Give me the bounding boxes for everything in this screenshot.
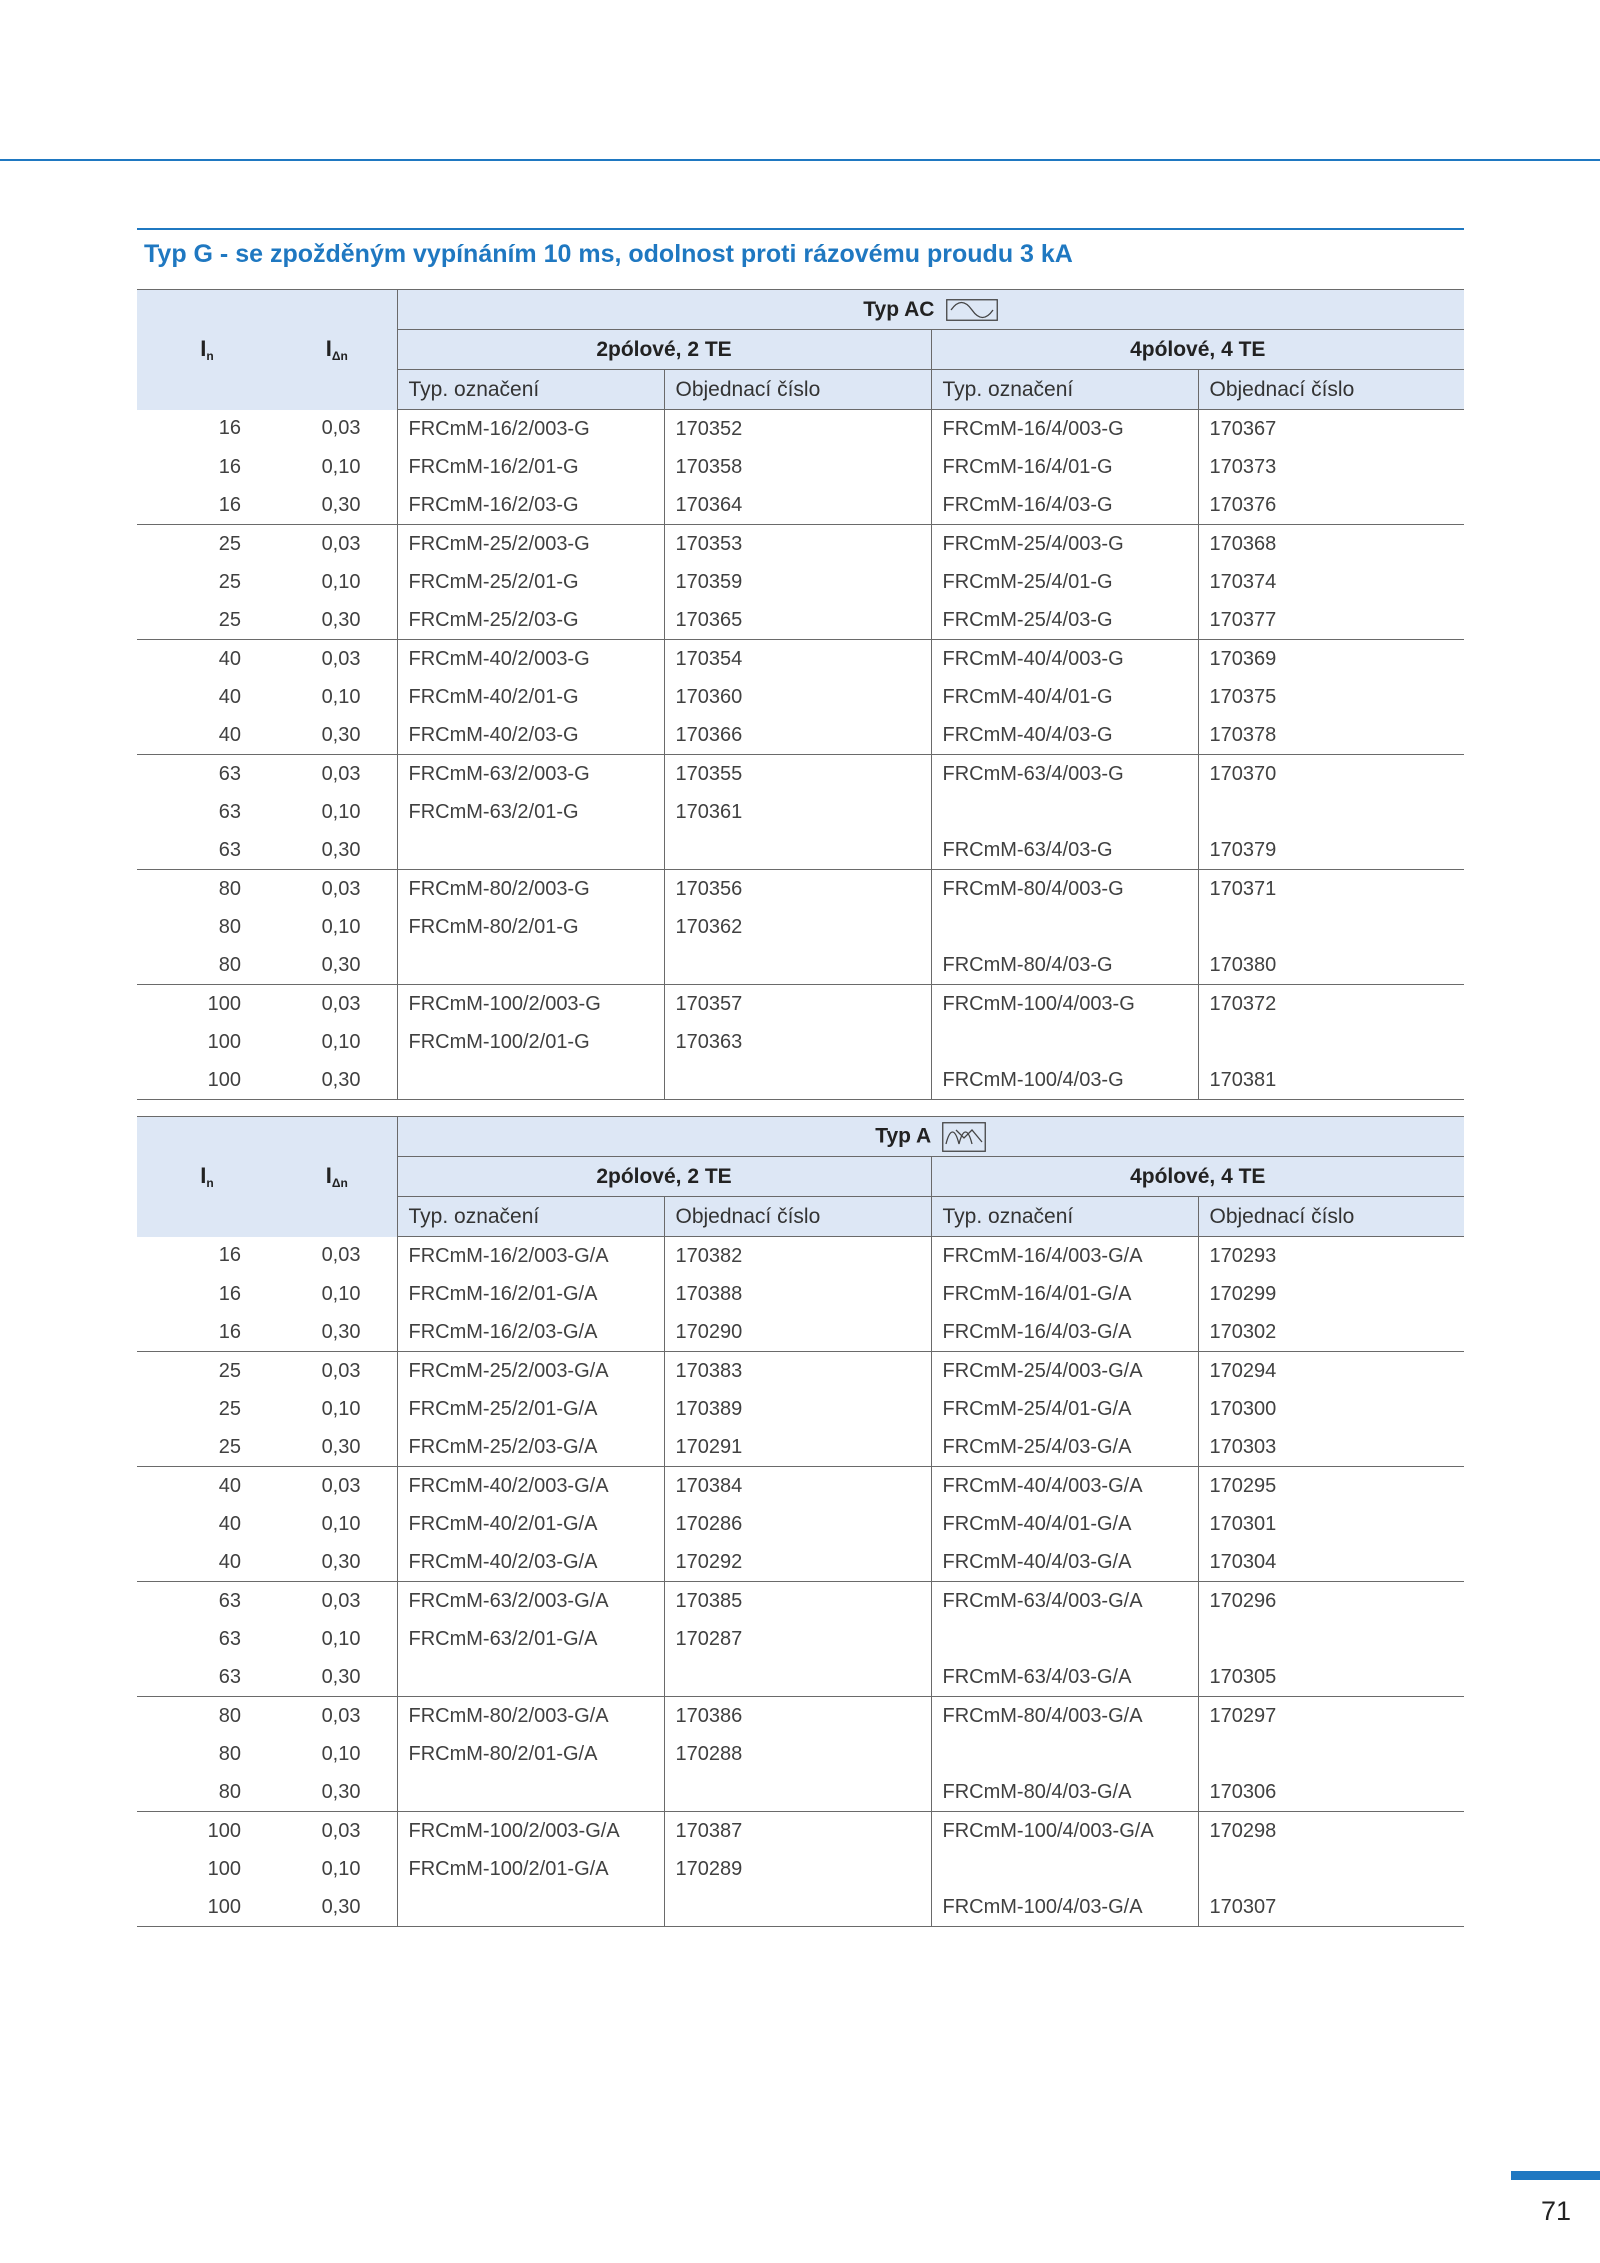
- four-pole-order-cell: 170370: [1198, 755, 1464, 794]
- four-pole-order-cell: 170299: [1198, 1275, 1464, 1313]
- two-pole-order-cell: 170363: [664, 1023, 931, 1061]
- two-pole-type-cell: [397, 1658, 664, 1697]
- four-pole-order-cell: 170374: [1198, 563, 1464, 601]
- table-row: [137, 908, 1464, 946]
- table-row: [137, 831, 1464, 870]
- two-pole-order-cell: 170365: [664, 601, 931, 640]
- four-pole-header: 4pólové, 4 TE: [931, 1157, 1464, 1197]
- two-pole-type-cell: FRCmM-80/2/003-G: [397, 870, 664, 909]
- rated-current-cell: 63: [218, 762, 241, 785]
- two-pole-order-cell: 170385: [664, 1582, 931, 1621]
- two-pole-type-cell: FRCmM-63/2/003-G/A: [397, 1582, 664, 1621]
- residual-current-cell: 0,03: [321, 417, 361, 440]
- two-pole-type-cell: FRCmM-25/2/003-G/A: [397, 1352, 664, 1391]
- two-pole-order-cell: [664, 1658, 931, 1697]
- four-pole-order-cell: 170306: [1198, 1773, 1464, 1812]
- idn-header: $I_{\Delta n}$: [277, 1117, 397, 1237]
- page-accent-bar: [1511, 2171, 1600, 2180]
- four-pole-order-cell: 170303: [1198, 1428, 1464, 1467]
- four-pole-order-cell: 170367: [1198, 410, 1464, 449]
- rated-current-cell: 40: [218, 685, 241, 708]
- four-pole-order-cell: [1198, 1850, 1464, 1888]
- residual-current-cell: 0,30: [277, 1313, 397, 1352]
- two-pole-order-cell: 170366: [664, 716, 931, 755]
- two-pole-type-cell: FRCmM-100/2/003-G: [397, 985, 664, 1024]
- rated-current-cell: 25: [218, 1359, 241, 1382]
- rated-current-cell: 63: [218, 1627, 241, 1650]
- page-number: 71: [1541, 2196, 1572, 2226]
- four-pole-order-cell: 170379: [1198, 831, 1464, 870]
- residual-current-cell: 0,03: [321, 762, 361, 785]
- residual-current-cell: 0,10: [321, 1857, 361, 1880]
- two-pole-type-cell: FRCmM-25/2/03-G/A: [397, 1428, 664, 1467]
- rated-current-cell: 40: [218, 1512, 241, 1535]
- rated-current-cell: 25: [137, 1428, 277, 1467]
- two-pole-header: 2pólové, 2 TE: [397, 330, 931, 370]
- table-row: [137, 563, 1464, 601]
- two-pole-type-cell: FRCmM-100/2/01-G: [397, 1023, 664, 1061]
- residual-current-cell: 0,10: [321, 1512, 361, 1535]
- four-pole-type-cell: FRCmM-80/4/003-G/A: [931, 1697, 1198, 1736]
- rated-current-cell: 100: [207, 1857, 241, 1880]
- table-body: [137, 1237, 1464, 1927]
- two-pole-order-cell: 170355: [664, 755, 931, 794]
- two-pole-order-cell: 170291: [664, 1428, 931, 1467]
- two-pole-order-cell: [664, 1888, 931, 1927]
- four-pole-order-cell: 170372: [1198, 985, 1464, 1024]
- table-row: [137, 1061, 1464, 1100]
- a-pulsating-wave-icon: [942, 1122, 986, 1152]
- four-pole-type-cell: FRCmM-25/4/03-G/A: [931, 1428, 1198, 1467]
- type-caption: Typ A: [397, 1117, 1464, 1157]
- residual-current-cell: 0,30: [277, 1428, 397, 1467]
- two-pole-type-cell: FRCmM-25/2/01-G: [397, 563, 664, 601]
- residual-current-cell: 0,03: [321, 647, 361, 670]
- four-pole-type-cell: FRCmM-40/4/03-G: [931, 716, 1198, 755]
- four-pole-type-cell: FRCmM-100/4/03-G/A: [931, 1888, 1198, 1927]
- four-pole-type-cell: [931, 793, 1198, 831]
- four-pole-type-cell: FRCmM-16/4/03-G: [931, 486, 1198, 525]
- two-pole-header: 2pólové, 2 TE: [397, 1157, 931, 1197]
- rated-current-cell: 80: [218, 915, 241, 938]
- two-pole-order-cell: 170384: [664, 1467, 931, 1506]
- two-pole-order-cell: [664, 831, 931, 870]
- table-row: [137, 1620, 1464, 1658]
- two-pole-type-cell: [397, 831, 664, 870]
- residual-current-cell: 0,10: [321, 570, 361, 593]
- four-pole-type-cell: FRCmM-63/4/003-G/A: [931, 1582, 1198, 1621]
- two-pole-type-cell: [397, 1773, 664, 1812]
- four-pole-type-cell: [931, 1620, 1198, 1658]
- table-row: [137, 601, 1464, 640]
- table-typ-ac-section: [137, 289, 1464, 1100]
- table-row: [137, 678, 1464, 716]
- rated-current-cell: 16: [218, 417, 241, 440]
- two-pole-order-cell: 170360: [664, 678, 931, 716]
- two-pole-type-cell: FRCmM-40/2/003-G: [397, 640, 664, 679]
- rated-current-cell: 40: [137, 1543, 277, 1582]
- four-pole-order-cell: 170381: [1198, 1061, 1464, 1100]
- four-pole-type-cell: [931, 1023, 1198, 1061]
- four-pole-order-cell: 170295: [1198, 1467, 1464, 1506]
- rated-current-cell: 25: [137, 601, 277, 640]
- table-row: [137, 755, 1464, 794]
- four-pole-order-cell: 170368: [1198, 525, 1464, 564]
- residual-current-cell: 0,10: [321, 1742, 361, 1765]
- four-pole-order-cell: 170300: [1198, 1390, 1464, 1428]
- table-row: [137, 1773, 1464, 1812]
- two-pole-order-cell: 170389: [664, 1390, 931, 1428]
- four-pole-order-cell: [1198, 1735, 1464, 1773]
- rated-current-cell: 80: [137, 946, 277, 985]
- two-pole-type-cell: FRCmM-63/2/01-G: [397, 793, 664, 831]
- two-pole-type-cell: [397, 1061, 664, 1100]
- idn-header: $I_{\Delta n}$: [277, 290, 397, 410]
- four-pole-type-cell: FRCmM-25/4/03-G: [931, 601, 1198, 640]
- two-pole-order-cell: 170361: [664, 793, 931, 831]
- four-pole-type-cell: FRCmM-80/4/03-G: [931, 946, 1198, 985]
- two-pole-order-cell: 170358: [664, 448, 931, 486]
- table-row: [137, 1313, 1464, 1352]
- two-pole-order-cell: 170383: [664, 1352, 931, 1391]
- rated-current-cell: 16: [137, 1313, 277, 1352]
- rated-current-cell: 16: [137, 486, 277, 525]
- two-pole-type-cell: FRCmM-63/2/003-G: [397, 755, 664, 794]
- typ-oznaceni-header: Typ. označení: [397, 1197, 664, 1237]
- table-body: [137, 410, 1464, 1100]
- residual-current-cell: 0,30: [277, 1888, 397, 1927]
- four-pole-order-cell: 170302: [1198, 1313, 1464, 1352]
- table-row: [137, 793, 1464, 831]
- four-pole-type-cell: FRCmM-40/4/003-G: [931, 640, 1198, 679]
- four-pole-type-cell: FRCmM-16/4/03-G/A: [931, 1313, 1198, 1352]
- four-pole-type-cell: FRCmM-16/4/01-G/A: [931, 1275, 1198, 1313]
- residual-current-cell: 0,03: [321, 1359, 361, 1382]
- residual-current-cell: 0,10: [321, 800, 361, 823]
- table-typ-ac: [137, 289, 1464, 1100]
- four-pole-order-cell: 170304: [1198, 1543, 1464, 1582]
- two-pole-type-cell: FRCmM-100/2/003-G/A: [397, 1812, 664, 1851]
- residual-current-cell: 0,03: [321, 1589, 361, 1612]
- two-pole-order-cell: 170353: [664, 525, 931, 564]
- two-pole-order-cell: 170359: [664, 563, 931, 601]
- two-pole-type-cell: FRCmM-100/2/01-G/A: [397, 1850, 664, 1888]
- rated-current-cell: 25: [218, 532, 241, 555]
- two-pole-type-cell: [397, 946, 664, 985]
- type-caption: Typ AC: [397, 290, 1464, 330]
- table-row: [137, 1850, 1464, 1888]
- two-pole-order-cell: 170292: [664, 1543, 931, 1582]
- residual-current-cell: 0,30: [277, 1658, 397, 1697]
- table-row: [137, 448, 1464, 486]
- table-row: [137, 1543, 1464, 1582]
- four-pole-order-cell: 170298: [1198, 1812, 1464, 1851]
- residual-current-cell: 0,10: [321, 915, 361, 938]
- objednaci-cislo-header: Objednací číslo: [1198, 1197, 1464, 1237]
- rated-current-cell: 25: [218, 1397, 241, 1420]
- residual-current-cell: 0,03: [321, 1819, 361, 1842]
- four-pole-order-cell: [1198, 1023, 1464, 1061]
- two-pole-order-cell: 170289: [664, 1850, 931, 1888]
- typ-oznaceni-header: Typ. označení: [397, 370, 664, 410]
- four-pole-type-cell: FRCmM-40/4/01-G: [931, 678, 1198, 716]
- four-pole-order-cell: 170377: [1198, 601, 1464, 640]
- table-row: [137, 1352, 1464, 1391]
- table-row: [137, 1812, 1464, 1851]
- four-pole-order-cell: [1198, 793, 1464, 831]
- four-pole-order-cell: 170371: [1198, 870, 1464, 909]
- four-pole-header: 4pólové, 4 TE: [931, 330, 1464, 370]
- four-pole-order-cell: 170301: [1198, 1505, 1464, 1543]
- rated-current-cell: 40: [218, 1474, 241, 1497]
- in-header: $I_n$: [137, 290, 277, 410]
- two-pole-type-cell: FRCmM-16/2/003-G: [397, 410, 664, 449]
- residual-current-cell: 0,03: [321, 1474, 361, 1497]
- four-pole-order-cell: 170305: [1198, 1658, 1464, 1697]
- residual-current-cell: 0,03: [321, 532, 361, 555]
- two-pole-type-cell: FRCmM-25/2/03-G: [397, 601, 664, 640]
- two-pole-order-cell: 170382: [664, 1237, 931, 1276]
- residual-current-cell: 0,30: [277, 1543, 397, 1582]
- table-row: [137, 716, 1464, 755]
- title-rule: [137, 228, 1464, 230]
- residual-current-cell: 0,30: [277, 1773, 397, 1812]
- typ-oznaceni-header: Typ. označení: [931, 370, 1198, 410]
- table-row: [137, 525, 1464, 564]
- two-pole-type-cell: FRCmM-40/2/01-G: [397, 678, 664, 716]
- two-pole-order-cell: 170386: [664, 1697, 931, 1736]
- table-typ-a-section: [137, 1116, 1464, 1927]
- table-row: [137, 1697, 1464, 1736]
- two-pole-type-cell: FRCmM-25/2/01-G/A: [397, 1390, 664, 1428]
- two-pole-type-cell: FRCmM-80/2/01-G/A: [397, 1735, 664, 1773]
- two-pole-order-cell: 170362: [664, 908, 931, 946]
- table-row: [137, 870, 1464, 909]
- two-pole-order-cell: 170287: [664, 1620, 931, 1658]
- two-pole-order-cell: 170357: [664, 985, 931, 1024]
- four-pole-order-cell: 170307: [1198, 1888, 1464, 1927]
- table-row: [137, 1505, 1464, 1543]
- four-pole-type-cell: FRCmM-25/4/01-G: [931, 563, 1198, 601]
- two-pole-order-cell: [664, 946, 931, 985]
- four-pole-order-cell: 170378: [1198, 716, 1464, 755]
- residual-current-cell: 0,10: [321, 1030, 361, 1053]
- two-pole-order-cell: 170364: [664, 486, 931, 525]
- in-header: $I_n$: [137, 1117, 277, 1237]
- section-title: Typ G - se zpožděným vypínáním 10 ms, odolnost proti rázovému proudu 3 kA: [144, 240, 1073, 268]
- four-pole-type-cell: FRCmM-100/4/03-G: [931, 1061, 1198, 1100]
- two-pole-type-cell: FRCmM-16/2/003-G/A: [397, 1237, 664, 1276]
- two-pole-type-cell: FRCmM-40/2/03-G/A: [397, 1543, 664, 1582]
- residual-current-cell: 0,03: [321, 1244, 361, 1267]
- two-pole-type-cell: FRCmM-16/2/03-G/A: [397, 1313, 664, 1352]
- two-pole-type-cell: FRCmM-16/2/01-G: [397, 448, 664, 486]
- table-typ-a: [137, 1116, 1464, 1927]
- residual-current-cell: 0,30: [277, 946, 397, 985]
- two-pole-order-cell: 170388: [664, 1275, 931, 1313]
- table-row: [137, 1390, 1464, 1428]
- four-pole-type-cell: FRCmM-16/4/003-G/A: [931, 1237, 1198, 1276]
- two-pole-type-cell: FRCmM-40/2/03-G: [397, 716, 664, 755]
- table-row: [137, 1888, 1464, 1927]
- four-pole-order-cell: 170380: [1198, 946, 1464, 985]
- four-pole-type-cell: FRCmM-40/4/01-G/A: [931, 1505, 1198, 1543]
- two-pole-order-cell: 170356: [664, 870, 931, 909]
- two-pole-type-cell: FRCmM-40/2/01-G/A: [397, 1505, 664, 1543]
- rated-current-cell: 25: [218, 570, 241, 593]
- objednaci-cislo-header: Objednací číslo: [664, 370, 931, 410]
- four-pole-order-cell: 170293: [1198, 1237, 1464, 1276]
- four-pole-order-cell: 170375: [1198, 678, 1464, 716]
- table-row: [137, 1735, 1464, 1773]
- four-pole-type-cell: FRCmM-63/4/03-G/A: [931, 1658, 1198, 1697]
- four-pole-type-cell: FRCmM-40/4/003-G/A: [931, 1467, 1198, 1506]
- residual-current-cell: 0,30: [277, 486, 397, 525]
- four-pole-type-cell: FRCmM-25/4/01-G/A: [931, 1390, 1198, 1428]
- two-pole-order-cell: 170286: [664, 1505, 931, 1543]
- four-pole-type-cell: FRCmM-100/4/003-G: [931, 985, 1198, 1024]
- residual-current-cell: 0,10: [321, 455, 361, 478]
- residual-current-cell: 0,03: [321, 992, 361, 1015]
- top-blue-rule: [0, 159, 1600, 161]
- residual-current-cell: 0,10: [321, 685, 361, 708]
- residual-current-cell: 0,10: [321, 1627, 361, 1650]
- objednaci-cislo-header: Objednací číslo: [664, 1197, 931, 1237]
- table-row: [137, 486, 1464, 525]
- two-pole-order-cell: 170288: [664, 1735, 931, 1773]
- rated-current-cell: 80: [218, 877, 241, 900]
- table-header: [137, 1117, 1464, 1237]
- four-pole-type-cell: [931, 1850, 1198, 1888]
- two-pole-order-cell: 170387: [664, 1812, 931, 1851]
- four-pole-order-cell: 170297: [1198, 1697, 1464, 1736]
- four-pole-type-cell: FRCmM-100/4/003-G/A: [931, 1812, 1198, 1851]
- four-pole-type-cell: FRCmM-63/4/03-G: [931, 831, 1198, 870]
- rated-current-cell: 100: [137, 1888, 277, 1927]
- table-row: [137, 1275, 1464, 1313]
- residual-current-cell: 0,30: [277, 601, 397, 640]
- two-pole-type-cell: FRCmM-80/2/003-G/A: [397, 1697, 664, 1736]
- residual-current-cell: 0,03: [321, 1704, 361, 1727]
- four-pole-order-cell: 170369: [1198, 640, 1464, 679]
- objednaci-cislo-header: Objednací číslo: [1198, 370, 1464, 410]
- four-pole-order-cell: [1198, 1620, 1464, 1658]
- four-pole-order-cell: 170296: [1198, 1582, 1464, 1621]
- four-pole-type-cell: FRCmM-25/4/003-G/A: [931, 1352, 1198, 1391]
- rated-current-cell: 63: [137, 831, 277, 870]
- table-row: [137, 1467, 1464, 1506]
- ac-sine-wave-icon: [946, 299, 998, 321]
- two-pole-order-cell: 170354: [664, 640, 931, 679]
- two-pole-type-cell: FRCmM-16/2/03-G: [397, 486, 664, 525]
- two-pole-order-cell: [664, 1061, 931, 1100]
- two-pole-order-cell: [664, 1773, 931, 1812]
- residual-current-cell: 0,03: [321, 877, 361, 900]
- four-pole-order-cell: [1198, 908, 1464, 946]
- four-pole-type-cell: FRCmM-40/4/03-G/A: [931, 1543, 1198, 1582]
- rated-current-cell: 80: [218, 1742, 241, 1765]
- two-pole-type-cell: FRCmM-40/2/003-G/A: [397, 1467, 664, 1506]
- table-row: [137, 1658, 1464, 1697]
- residual-current-cell: 0,10: [321, 1282, 361, 1305]
- rated-current-cell: 63: [218, 800, 241, 823]
- four-pole-order-cell: 170294: [1198, 1352, 1464, 1391]
- rated-current-cell: 80: [218, 1704, 241, 1727]
- rated-current-cell: 40: [218, 647, 241, 670]
- table-row: [137, 640, 1464, 679]
- four-pole-type-cell: FRCmM-63/4/003-G: [931, 755, 1198, 794]
- rated-current-cell: 63: [137, 1658, 277, 1697]
- table-row: [137, 946, 1464, 985]
- residual-current-cell: 0,30: [277, 831, 397, 870]
- four-pole-type-cell: FRCmM-80/4/003-G: [931, 870, 1198, 909]
- residual-current-cell: 0,10: [321, 1397, 361, 1420]
- table-row: [137, 985, 1464, 1024]
- four-pole-order-cell: 170376: [1198, 486, 1464, 525]
- four-pole-order-cell: 170373: [1198, 448, 1464, 486]
- rated-current-cell: 100: [207, 1030, 241, 1053]
- two-pole-type-cell: FRCmM-80/2/01-G: [397, 908, 664, 946]
- residual-current-cell: 0,30: [277, 716, 397, 755]
- four-pole-type-cell: FRCmM-25/4/003-G: [931, 525, 1198, 564]
- typ-oznaceni-header: Typ. označení: [931, 1197, 1198, 1237]
- two-pole-order-cell: 170352: [664, 410, 931, 449]
- rated-current-cell: 100: [207, 992, 241, 1015]
- table-row: [137, 1428, 1464, 1467]
- rated-current-cell: 63: [218, 1589, 241, 1612]
- rated-current-cell: 100: [137, 1061, 277, 1100]
- rated-current-cell: 80: [137, 1773, 277, 1812]
- four-pole-type-cell: FRCmM-16/4/01-G: [931, 448, 1198, 486]
- four-pole-type-cell: [931, 908, 1198, 946]
- residual-current-cell: 0,30: [277, 1061, 397, 1100]
- rated-current-cell: 16: [218, 1244, 241, 1267]
- two-pole-type-cell: [397, 1888, 664, 1927]
- table-row: [137, 410, 1464, 449]
- four-pole-type-cell: FRCmM-80/4/03-G/A: [931, 1773, 1198, 1812]
- two-pole-type-cell: FRCmM-16/2/01-G/A: [397, 1275, 664, 1313]
- rated-current-cell: 16: [218, 455, 241, 478]
- four-pole-type-cell: FRCmM-16/4/003-G: [931, 410, 1198, 449]
- two-pole-type-cell: FRCmM-25/2/003-G: [397, 525, 664, 564]
- two-pole-order-cell: 170290: [664, 1313, 931, 1352]
- table-row: [137, 1582, 1464, 1621]
- rated-current-cell: 100: [207, 1819, 241, 1842]
- table-row: [137, 1237, 1464, 1276]
- four-pole-type-cell: [931, 1735, 1198, 1773]
- rated-current-cell: 40: [137, 716, 277, 755]
- table-row: [137, 1023, 1464, 1061]
- rated-current-cell: 16: [218, 1282, 241, 1305]
- table-header: [137, 290, 1464, 410]
- two-pole-type-cell: FRCmM-63/2/01-G/A: [397, 1620, 664, 1658]
